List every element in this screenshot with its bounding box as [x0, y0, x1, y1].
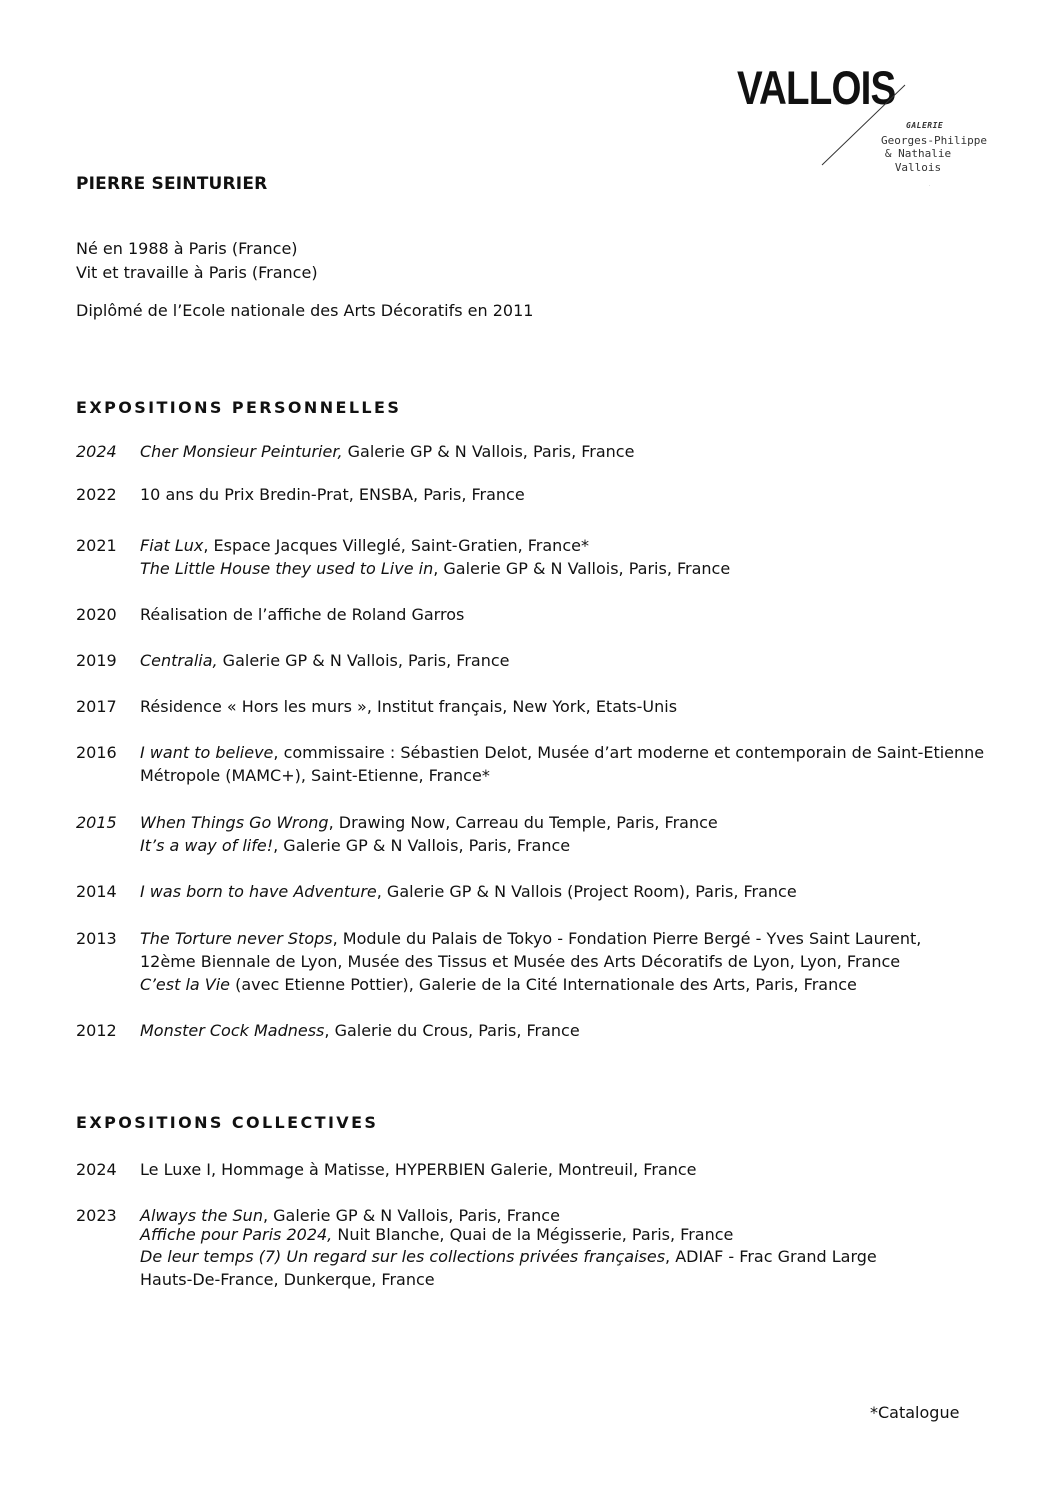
- solo-year-4: 2019: [76, 651, 117, 670]
- solo-entry-4-line-0: [140, 651, 509, 670]
- gallery-logo-wordmark: VALLOIS: [737, 61, 896, 114]
- entry-text-segment: Hauts-De-France, Dunkerque, France: [140, 1270, 435, 1289]
- entry-text-segment: , commissaire : Sébastien Delot, Musée d’art moderne et contemporain de Saint-Etienne: [273, 743, 985, 762]
- entry-text-segment: Métropole (MAMC+), Saint-Etienne, France*: [140, 766, 490, 785]
- solo-entry-2-line-0: [140, 536, 589, 555]
- entry-text-segment: , Galerie GP & N Vallois, Paris, France: [273, 836, 571, 855]
- solo-year-2: 2021: [76, 536, 117, 555]
- solo-entry-9-line-2: [140, 975, 857, 994]
- logo-line-3: Vallois: [894, 161, 942, 174]
- entry-text-segment: C’est la Vie: [140, 975, 231, 994]
- entry-text-segment: Fiat Lux: [140, 536, 204, 555]
- solo-entry-6-line-0: [140, 743, 984, 762]
- entry-text-segment: I want to believe: [140, 743, 274, 762]
- entry-text-segment: Monster Cock Madness: [140, 1021, 325, 1040]
- solo-entry-5-line-0: [140, 697, 677, 716]
- solo-year-9: 2013: [76, 929, 117, 948]
- solo-entry-8-line-0: [140, 882, 797, 901]
- entry-text-segment: Nuit Blanche, Quai de la Mégisserie, Paris, France: [332, 1225, 734, 1244]
- entry-text-segment: , ADIAF - Frac Grand Large: [665, 1247, 877, 1266]
- logo-galerie-label: GALERIE: [906, 121, 944, 130]
- entry-text-segment: 10 ans du Prix Bredin-Prat, ENSBA, Paris, France: [140, 485, 525, 504]
- entry-text-segment: , Galerie GP & N Vallois, Paris, France: [433, 559, 731, 578]
- solo-entry-0-line-0: [140, 442, 634, 461]
- solo-entry-7-line-1: [140, 836, 570, 855]
- solo-entry-9-line-0: [140, 929, 921, 948]
- solo-entry-3-line-0: [140, 605, 464, 624]
- group-entry-1-line-0: [140, 1206, 560, 1225]
- entry-text-segment: , Galerie du Crous, Paris, France: [324, 1021, 580, 1040]
- solo-year-6: 2016: [76, 743, 117, 762]
- entry-text-segment: Résidence « Hors les murs », Institut français, New York, Etats-Unis: [140, 697, 678, 716]
- solo-year-3: 2020: [76, 605, 117, 624]
- solo-year-8: 2014: [76, 882, 117, 901]
- group-exhibitions-heading: EXPOSITIONS COLLECTIVES: [76, 1113, 379, 1132]
- solo-entry-9-line-1: [140, 952, 900, 971]
- entry-text-segment: (avec Etienne Pottier), Galerie de la Cité Internationale des Arts, Paris, France: [230, 975, 857, 994]
- solo-exhibitions-heading: EXPOSITIONS PERSONNELLES: [76, 398, 402, 417]
- solo-year-0: 2024: [76, 442, 117, 461]
- solo-year-7: 2015: [76, 813, 117, 832]
- entry-text-segment: The Little House they used to Live in: [140, 559, 434, 578]
- solo-year-10: 2012: [76, 1021, 117, 1040]
- group-year-0: 2024: [76, 1160, 117, 1179]
- logo-line-1: Georges-Philippe: [881, 134, 987, 147]
- entry-text-segment: The Torture never Stops: [140, 929, 333, 948]
- entry-text-segment: I was born to have Adventure: [140, 882, 377, 901]
- solo-entry-1-line-0: [140, 485, 525, 504]
- group-entry-1-line-1: [140, 1225, 733, 1244]
- entry-text-segment: Galerie GP & N Vallois, Paris, France: [342, 442, 635, 461]
- entry-text-segment: Cher Monsieur Peinturier,: [140, 442, 343, 461]
- group-year-1: 2023: [76, 1206, 117, 1225]
- artist-name: PIERRE SEINTURIER: [76, 174, 268, 194]
- group-entry-0-line-0: [140, 1160, 696, 1179]
- entry-text-segment: Always the Sun: [140, 1206, 263, 1225]
- entry-text-segment: 12ème Biennale de Lyon, Musée des Tissus et Musée des Arts Décoratifs de Lyon, Lyon, France: [140, 952, 901, 971]
- bio-degree: Diplômé de l’Ecole nationale des Arts Décoratifs en 2011: [76, 301, 534, 320]
- solo-entry-2-line-1: [140, 559, 730, 578]
- catalogue-footnote: *Catalogue: [870, 1403, 960, 1422]
- solo-entry-7-line-0: [140, 813, 718, 832]
- group-entry-1-line-3: [140, 1270, 435, 1289]
- solo-entry-6-line-1: [140, 766, 490, 785]
- solo-year-1: 2022: [76, 485, 117, 504]
- entry-text-segment: When Things Go Wrong: [140, 813, 329, 832]
- entry-text-segment: , Drawing Now, Carreau du Temple, Paris, France: [328, 813, 718, 832]
- entry-text-segment: , Galerie GP & N Vallois, Paris, France: [262, 1206, 560, 1225]
- entry-text-segment: It’s a way of life!: [140, 836, 274, 855]
- group-entry-1-line-2: [140, 1247, 877, 1266]
- entry-text-segment: Le Luxe I, Hommage à Matisse, HYPERBIEN Galerie, Montreuil, France: [140, 1160, 697, 1179]
- entry-text-segment: , Espace Jacques Villeglé, Saint-Gratien, France*: [203, 536, 589, 555]
- entry-text-segment: Galerie GP & N Vallois, Paris, France: [217, 651, 510, 670]
- bio-born: Né en 1988 à Paris (France): [76, 239, 298, 258]
- solo-entry-10-line-0: [140, 1021, 580, 1040]
- entry-text-segment: Réalisation de l’affiche de Roland Garros: [140, 605, 465, 624]
- bio-lives: Vit et travaille à Paris (France): [76, 263, 318, 282]
- entry-text-segment: De leur temps (7) Un regard sur les collections privées françaises: [140, 1247, 666, 1266]
- solo-year-5: 2017: [76, 697, 117, 716]
- entry-text-segment: Centralia,: [140, 651, 218, 670]
- logo-line-2: & Nathalie: [884, 147, 952, 160]
- entry-text-segment: , Galerie GP & N Vallois (Project Room), Paris, France: [376, 882, 797, 901]
- entry-text-segment: , Module du Palais de Tokyo - Fondation Pierre Bergé - Yves Saint Laurent,: [332, 929, 922, 948]
- entry-text-segment: Affiche pour Paris 2024,: [140, 1225, 333, 1244]
